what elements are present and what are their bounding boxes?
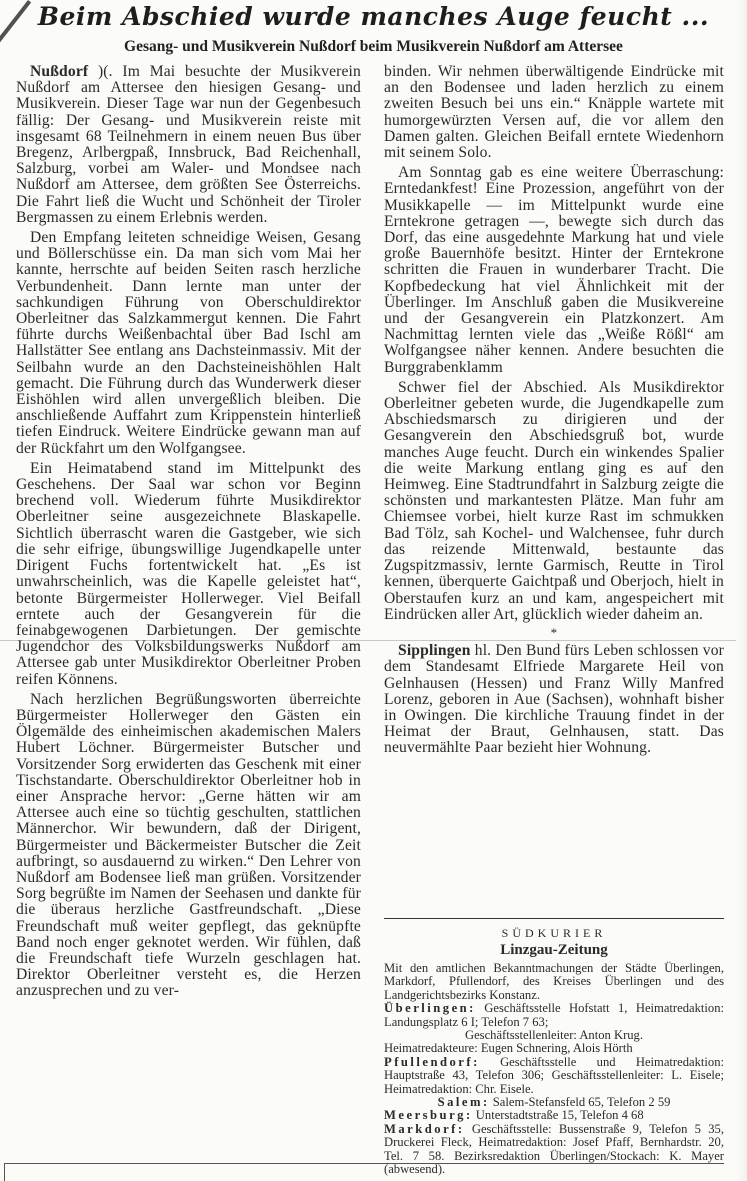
office-label: Markdorf: xyxy=(384,1121,465,1136)
article-paragraph: Schwer fiel der Abschied. Als Musikdirektor Oberleitner gebeten wurde, die Jugendkapelle zum Abschiedsmarsch zu dirigieren und der Gesangverein den Abschiedsgruß bot, wurde manches Auge feucht. Durch ein winkendes Spalier die weite Markung entlang ging es auf den Heimweg. Eine Stadtrundfahrt in Salzburg zeigte die schönsten und markantesten Plätze. Man fuhr am Chiemsee vorbei, hielt kurze Rast im schmukken Bad Tölz, sah Kochel- und Walchensee, fuhr durch das reizende Mittenwald, bestaunte das Zugspitzmassiv, lernte Garmisch, Reutte in Tirol kennen, überquerte Gaichtpaß und Oberjoch, hielt in Oberstaufen kurz an und kam, angespeichert mit Eindrücken aller Art, glücklich wieder daheim an. xyxy=(384,378,724,623)
masthead-brand: SÜDKURIER xyxy=(501,926,607,940)
masthead-meersburg xyxy=(384,1109,724,1122)
notice-paragraph xyxy=(384,643,724,756)
article-paragraph: Am Sonntag gab es eine weitere Überraschung: Erntedankfest! Eine Prozession, angeführt von der Musikkapelle — im Mittelpunkt wurde eine Erntekrone getragen —, bewegte sich durch das Dorf, das eine ausgedehnte Markung hat und viele große Bauernhöfe besitzt. Hinter der Erntekrone schritten die Frauen in wunderbarer Tracht. Die Kopfbedeckung hat viel Ähnlichkeit mit der Überlinger. Im Anschluß gaben die Musikvereine und der Gesangverein ein Platzkonzert. Am Nachmittag lernten viele das „Weiße Rößl“ am Wolfgangsee näher kennen. Andere besuchten die Burggrabenklamm xyxy=(384,164,724,376)
article-subheadline: Gesang- und Musikverein Nußdorf beim Musikverein Nußdorf am Attersee xyxy=(124,38,623,55)
office-text: Geschäftsstelle: Bussenstraße 9, Telefon 5 35, Druckerei Fleck, Heimatredaktion: Josef Pfaff, Bernhardstr. 20, Tel. 7 58. Bezirksredaktion Überlingen/Stockach: K. Mayer (abwesend). xyxy=(384,1121,724,1177)
article-paragraph: Nach herzlichen Begrüßungsworten überreichte Bürgermeister Hollerweger den Gästen ein Ölgemälde des einheimischen akademischen Malers Hubert Löchner. Bürgermeister Butscher und Vorsitzender Sorg erwiderten das Geschenk mit einer Tischstandarte. Oberschuldirektor Oberleitner hob in einer Ansprache hervor: „Gerne hätten wir am Attersee auch eine so tüchtig geschulten, stattlichen Männerchor. Wir bewundern, daß der Dirigent, Bürgermeister und Bäckermeister Butscher die Zeit aufbringt, so ausdauernd zu wirken.“ Den Lehrer von Nußdorf am Bodensee ließ man grüßen. Vorsitzender Sorg begrüßte im Namen der Seehasen und dankte für die überaus herzliche Gastfreundschaft. „Diese Freundschaft muß weiter gepflegt, das geknüpfte Band noch enger geknotet werden. Wir fühlen, daß die Freundschaft tiefe Wurzeln geschlagen hat. Direktor Oberleitner versteht es, die Herzen anzusprechen und zu ver- xyxy=(16,690,361,1000)
masthead-title: Linzgau-Zeitung xyxy=(500,942,608,958)
masthead-markdorf xyxy=(384,1123,724,1177)
masthead-ueberlingen xyxy=(384,1002,724,1029)
notice-place: Sipplingen xyxy=(398,642,471,660)
article-paragraph: Ein Heimatabend stand im Mittelpunkt des Geschehens. Der Saal war schon vor Beginn brechend voll. Wiederum führte Musikdirektor Oberleitner seine ausgezeichnete Blaskapelle. Sichtlich überrascht waren die Gastgeber, wie sich die sehr eifrige, übungswillige Jugendkapelle unter Dirigent Fuchs fortentwickelt hat. „Es ist unwahrscheinlich, was die Kapelle geleistet hat“, betonte Bürgermeister Hollerweger. Viel Beifall erntete auch der Gesangverein für die feinabgewogenen Darbietungen. Der gemischte Jugendchor des Volksbildungswerks Nußdorf am Attersee gab unter Musikdirektor Oberleitner Proben reifen Könnens. xyxy=(16,459,361,688)
masthead-body xyxy=(384,962,724,1177)
dateline-place: Nußdorf xyxy=(30,63,89,80)
notice-text: hl. Den Bund fürs Leben schlossen vor dem Standesamt Elfriede Margarete Heil von Gelnhausen (Hessen) und Franz Willy Manfred Lorenz, geboren in Aue (Sachsen), wohnhaft bisher in Owingen. Die kirchliche Trauung findet in der Heimat der Braut, Gelnhausen, statt. Das neuvermählte Paar bezieht hier Wohnung. xyxy=(384,642,724,757)
masthead-salem xyxy=(384,1096,724,1109)
paper-edge xyxy=(736,0,747,1181)
office-label: Salem: xyxy=(437,1095,490,1110)
paragraph-text: )(. Im Mai besuchte der Musikverein Nußdorf am Attersee den hiesigen Gesang- und Musikverein. Dieser Tage war nun der Gegenbesuch fällig: Der Gesang- und Musikverein reiste mit insgesamt 68 Teilnehmern in einem neuen Bus über Bregenz, Arlbergpaß, Innsbruck, Bad Reichenhall, Salzburg, vorbei am Waler- und Mondsee nach Nußdorf am Attersee, dem größten See Österreichs. Die Fahrt ließ die Wucht und Schönheit der Tiroler Bergmassen zu einem Erlebnis werden. xyxy=(16,63,361,226)
article-paragraph: Den Empfang leiteten schneidige Weisen, Gesang und Böllerschüsse ein. Da man sich vom Mai her kannte, herrschte auf beiden Seiten rasch herzliche Verbundenheit. Dann lernte man unter der sachkundigen Führung von Oberschuldirektor Oberleitner das Salzkammergut kennen. Die Fahrt führte durchs Weißenbachtal über Bad Ischl am Hallstätter See entlang ans Dachsteinmassiv. Mit der Seilbahn wurde an den Dachsteineishöhlen Halt gemacht. Die Führung durch das Wunderwerk dieser Eishöhlen wird allen unvergeßlich bleiben. Die anschließende Auffahrt zum Krippenstein hinterließ tiefen Eindruck. Weitere Eindrücke gewann man auf der Rückfahrt um den Wolfgangsee. xyxy=(16,229,361,457)
masthead-pfullendorf xyxy=(384,1056,724,1096)
masthead-manager: Geschäftsstellenleiter: Anton Krug. xyxy=(464,1028,643,1043)
masthead xyxy=(384,926,724,1177)
masthead-editors: Heimatredakteure: Eugen Schnering, Alois Hörth xyxy=(384,1041,633,1056)
article-column-right xyxy=(384,64,724,761)
office-label: Meersburg: xyxy=(384,1108,473,1123)
office-label: Pfullendorf: xyxy=(384,1054,480,1069)
clipping-border xyxy=(4,1163,724,1164)
masthead-intro: Mit den amtlichen Bekanntmachungen der Städte Überlingen, Markdorf, Pfullendorf, des Kreises Überlingen und des Landgerichtsbezirks Konstanz. xyxy=(384,961,724,1002)
office-text: Geschäftsstelle und Heimatredaktion: Hauptstraße 43, Telefon 306; Geschäftsstellenleiter: L. Eisele; Heimatredaktion: Chr. Eisele. xyxy=(384,1054,724,1096)
masthead-rule xyxy=(384,918,724,919)
office-text: Salem-Stefansfeld 65, Telefon 2 59 xyxy=(489,1095,671,1110)
office-text: Geschäftsstelle Hofstatt 1, Heimatredaktion: Landungsplatz 6 I; Telefon 7 63; xyxy=(384,1001,724,1029)
article-paragraph xyxy=(16,64,361,226)
office-text: Unterstadtstraße 15, Telefon 4 68 xyxy=(472,1108,644,1123)
article-headline: Beim Abschied wurde manches Auge feucht ... xyxy=(37,2,710,31)
article-paragraph: binden. Wir nehmen überwältigende Eindrücke mit an den Bodensee und laden herzlich zu einem zweiten Besuch bei uns ein.“ Knäpple wartete mit humorgewürzten Versen auf, die vor allem den Damen galten. Gleichen Beifall erntete Wiedenhorn mit seinem Solo. xyxy=(384,63,724,162)
section-separator: * xyxy=(550,624,558,640)
clipping-border xyxy=(4,1163,5,1181)
office-label: Überlingen: xyxy=(384,1001,476,1016)
article-column-left xyxy=(16,64,361,1004)
